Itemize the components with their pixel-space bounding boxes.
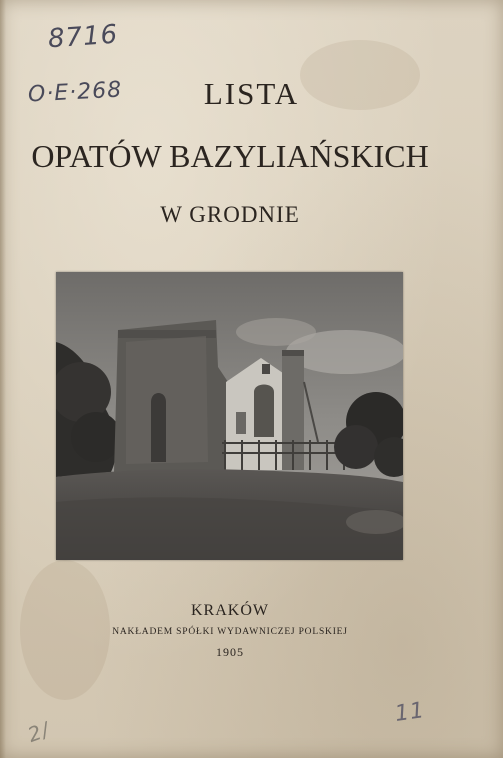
- handwritten-note-bottom-left: 2/: [24, 717, 53, 747]
- handwritten-shelfmark-top: 8716: [47, 19, 120, 55]
- imprint-publisher: NAKŁADEM SPÓŁKI WYDAWNICZEJ POLSKIEJ: [112, 627, 348, 637]
- handwritten-note-bottom-right: 11: [393, 698, 427, 727]
- title-line-3: W GRODNIE: [160, 202, 300, 227]
- title-line-2: OPATÓW BAZYLIAŃSKICH: [31, 138, 429, 174]
- imprint-year: 1905: [216, 645, 244, 659]
- church-ruin-photo: [56, 272, 403, 560]
- imprint-city: KRAKÓW: [191, 602, 269, 619]
- handwritten-shelfmark-second: O·E·268: [27, 77, 123, 108]
- title-line-1: LISTA: [203, 76, 300, 111]
- cover-photograph: [56, 272, 403, 560]
